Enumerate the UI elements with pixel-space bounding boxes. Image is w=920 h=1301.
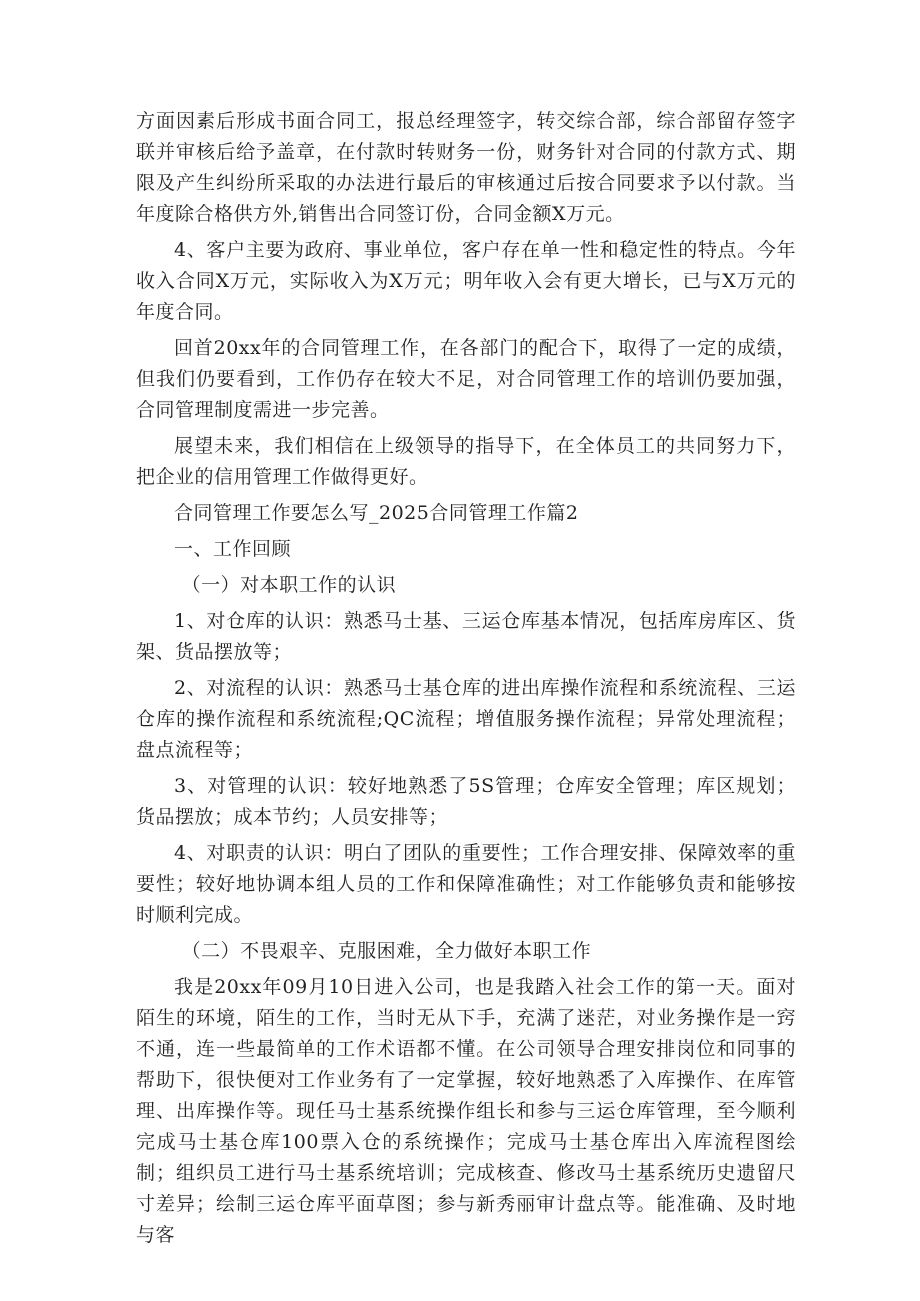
- paragraph-experience: 我是20xx年09月10日进入公司，也是我踏入社会工作的第一天。面对陌生的环境，陌生的工作，当时无从下手，充满了迷茫，对业务操作是一窍不通，连一些最简单的工作术语都不懂。在公司领导合理安排岗位和同事的帮助下，很快便对工作业务有了一定掌握，较好地熟悉了入库操作、在库管理、出库操作等。现任马士基系统操作组长和参与三运仓库管理，至今顺利完成马士基仓库100票入仓的系统操作；完成马士基仓库出入库流程图绘制；组织员工进行马士基系统培训；完成核查、修改马士基系统历史遗留尺寸差异；绘制三运仓库平面草图；参与新秀丽审计盘点等。能准确、及时地与客: [136, 976, 796, 1246]
- paragraph-contract-process: 方面因素后形成书面合同工，报总经理签字，转交综合部，综合部留存签字联并审核后给予盖章，在付款时转财务一份，财务针对合同的付款方式、期限及产生纠纷所采取的办法进行最后的审核通过后按合同要求予以付款。当年度除合格供方外,销售出合同签订份，合同金额X万元。: [136, 110, 796, 225]
- paragraph-customers: 4、客户主要为政府、事业单位，客户存在单一性和稳定性的特点。今年收入合同X万元，实际收入为X万元；明年收入会有更大增长，已与X万元的年度合同。: [136, 239, 796, 323]
- subsection-heading-1: （一）对本职工作的认识: [181, 574, 397, 596]
- paragraph-process: 2、对流程的认识：熟悉马士基仓库的进出库操作流程和系统流程、三运仓库的操作流程和系统流程;QC流程；增值服务操作流程；异常处理流程；盘点流程等；: [136, 677, 796, 761]
- subsection-heading-2: （二）不畏艰辛、克服困难，全力做好本职工作: [181, 940, 592, 962]
- paragraph-review: 回首20xx年的合同管理工作，在各部门的配合下，取得了一定的成绩，但我们仍要看到，工作仍存在较大不足，对合同管理工作的培训仍要加强，合同管理制度需进一步完善。: [136, 337, 796, 421]
- paragraph-duties: 4、对职责的认识：明白了团队的重要性；工作合理安排、保障效率的重要性；较好地协调本组人员的工作和保障准确性；对工作能够负责和能够按时顺利完成。: [136, 842, 796, 926]
- paragraph-outlook: 展望未来，我们相信在上级领导的指导下，在全体员工的共同努力下，把企业的信用管理工作做得更好。: [136, 435, 796, 488]
- document-page: [136, 106, 796, 1256]
- paragraph-management: 3、对管理的认识：较好地熟悉了5S管理；仓库安全管理；库区规划；货品摆放；成本节约；人员安排等；: [136, 775, 796, 828]
- section-title: 合同管理工作要怎么写_2025合同管理工作篇2: [174, 502, 579, 524]
- paragraph-warehouse: 1、对仓库的认识：熟悉马士基、三运仓库基本情况，包括库房库区、货架、货品摆放等；: [136, 610, 796, 663]
- section-heading-review: 一、工作回顾: [174, 538, 292, 560]
